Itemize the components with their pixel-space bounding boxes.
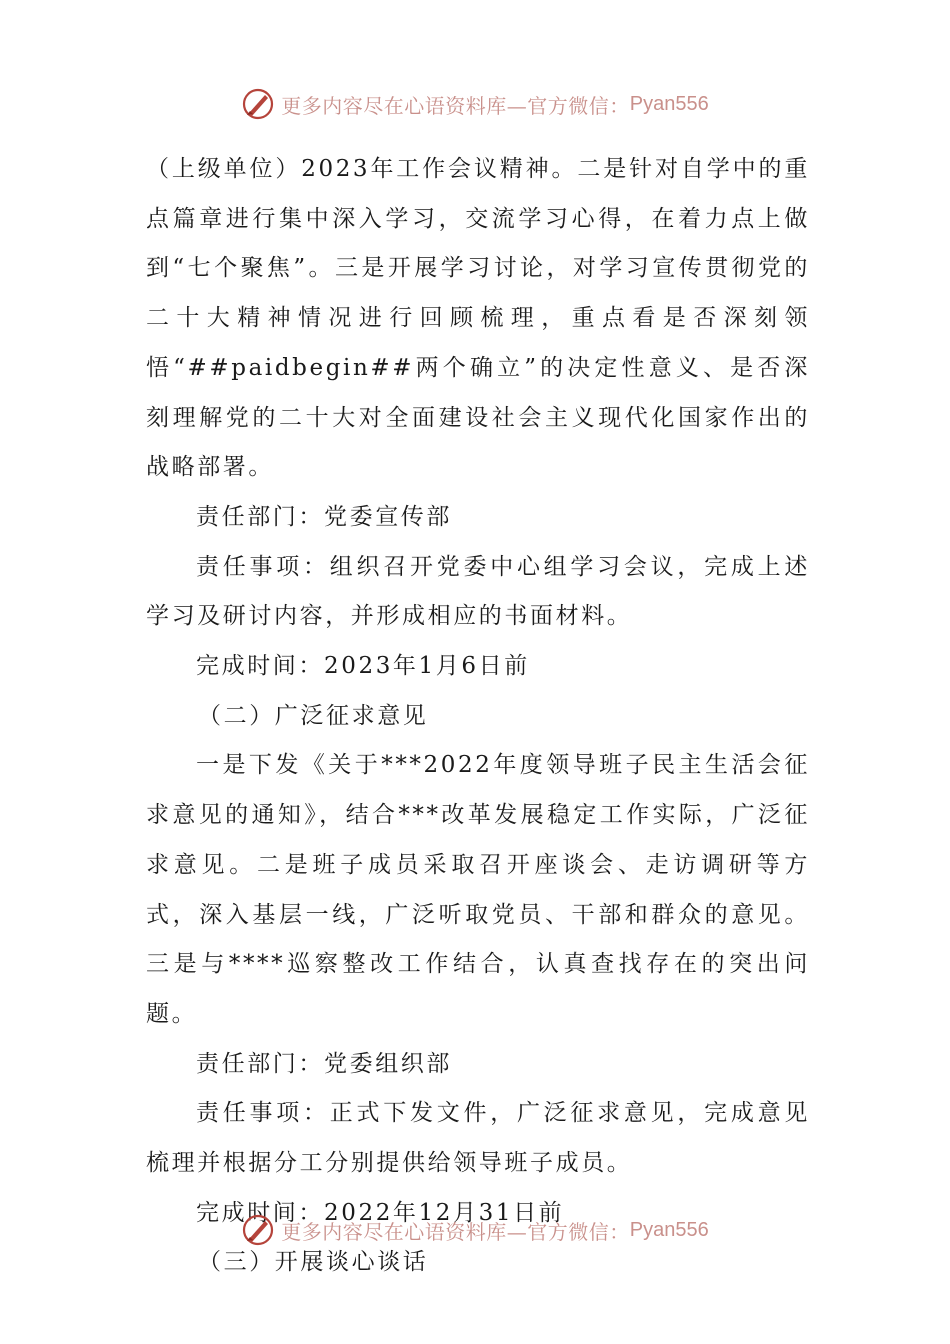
pen-seal-icon xyxy=(241,1213,275,1247)
responsible-dept: 责任部门：党委宣传部 xyxy=(196,503,452,530)
section-heading-3: （三）开展谈心谈话 xyxy=(198,1249,429,1276)
responsible-item: 责任事项：组织召开党委中心组学习会议，完成上述学习及研讨内容，并形成相应的书面材料。 xyxy=(146,553,810,630)
footer-banner xyxy=(0,1208,950,1252)
document-body xyxy=(146,145,810,1288)
responsible-item-2: 责任事项：正式下发文件，广泛征求意见，完成意见梳理并根据分工分别提供给领导班子成员。 xyxy=(146,1100,810,1177)
pen-seal-icon xyxy=(241,87,275,121)
header-wechat-id: Pyan556 xyxy=(629,92,709,115)
footer-text: 更多内容尽在心语资料库—官方微信： xyxy=(281,1219,630,1244)
responsible-dept-2: 责任部门：党委组织部 xyxy=(196,1050,452,1077)
header-banner xyxy=(0,82,950,126)
paragraph-opinions: 一是下发《关于***2022年度领导班子民主生活会征求意见的通知》，结合***改革发展稳定工作实际，广泛征求意见。二是班子成员采取召开座谈会、走访调研等方式，深入基层一线，广泛听取党员、干部和群众的意见。三是与****巡察整改工作结合，认真查找存在的突出问题。 xyxy=(146,752,810,1027)
section-heading-2: （二）广泛征求意见 xyxy=(198,702,429,729)
completion-time: 完成时间：2023年1月6日前 xyxy=(196,653,530,680)
paragraph-continuation: （上级单位）2023年工作会议精神。二是针对自学中的重点篇章进行集中深入学习，交流学习心得，在着力点上做到“七个聚焦”。三是开展学习讨论，对学习宣传贯彻党的二十大精神情况进行回顾梳理，重点看是否深刻领悟“##paidbegin##两个确立”的决定性意义、是否深刻理解党的二十大对全面建设社会主义现代化国家作出的战略部署。 xyxy=(146,156,810,481)
completion-time-2: 完成时间：2022年12月31日前 xyxy=(196,1199,565,1226)
footer-wechat-id: Pyan556 xyxy=(629,1218,709,1241)
header-text: 更多内容尽在心语资料库—官方微信： xyxy=(281,93,630,118)
